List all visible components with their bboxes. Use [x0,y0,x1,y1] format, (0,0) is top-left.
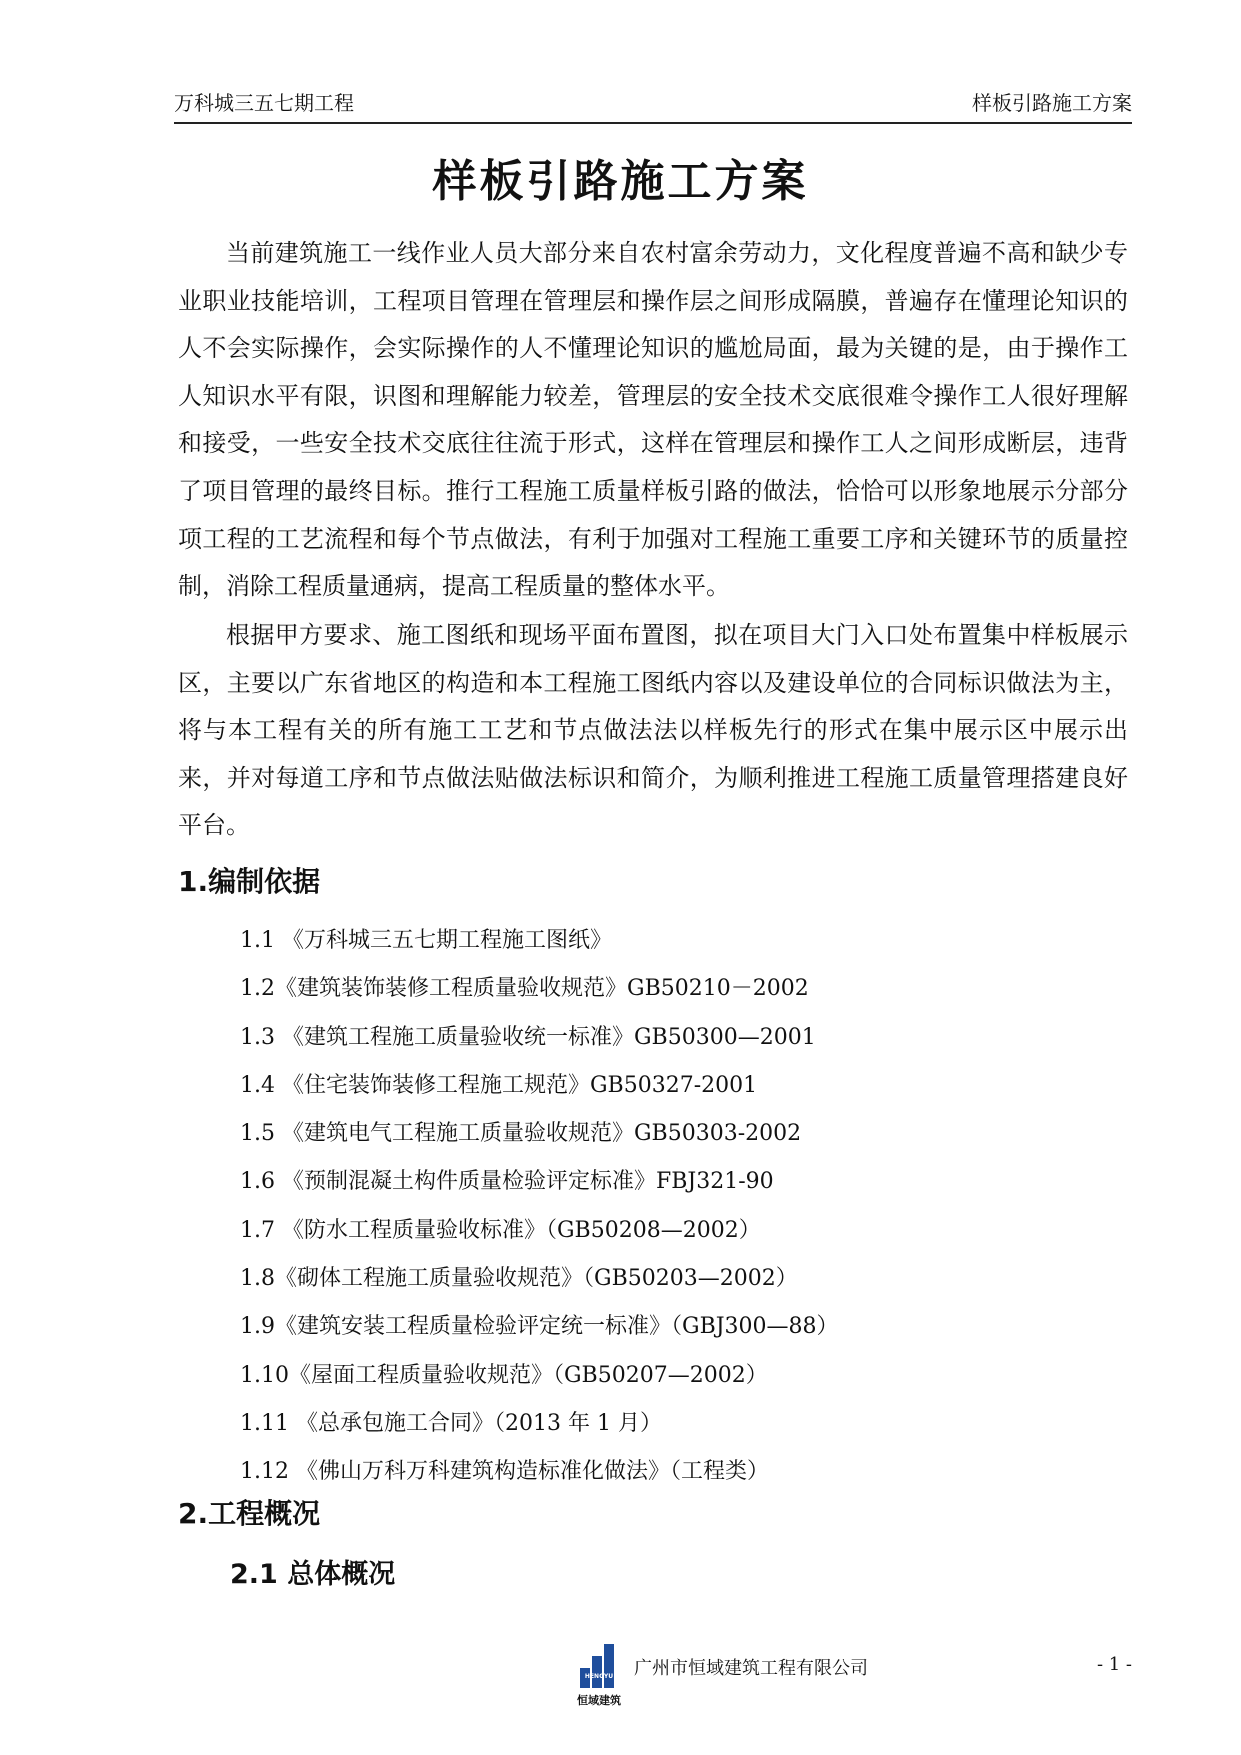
logo-bar [592,1656,602,1688]
reference-item: 1.7 《防水工程质量验收标准》（GB50208—2002） [240,1217,761,1243]
header-document-name: 样板引路施工方案 [972,91,1132,115]
reference-item: 1.5 《建筑电气工程施工质量验收规范》GB50303-2002 [240,1121,802,1147]
document-title: 样板引路施工方案 [432,156,809,207]
logo-bar [604,1644,614,1688]
section-2-heading: 2.工程概况 [178,1497,321,1530]
company-logo [574,1642,624,1710]
section-2-1-heading: 2.1 总体概况 [230,1559,396,1590]
reference-item: 1.8《砌体工程施工质量验收规范》（GB50203—2002） [240,1266,798,1292]
section-1-heading: 1.编制依据 [178,865,321,898]
reference-item: 1.10《屋面工程质量验收规范》（GB50207—2002） [240,1362,768,1388]
logo-mark-text: HENGYU [584,1673,614,1680]
page-footer [574,1640,1132,1720]
reference-item: 1.12 《佛山万科万科建筑构造标准化做法》（工程类） [240,1459,769,1485]
intro-paragraph-2: 根据甲方要求、施工图纸和现场平面布置图，拟在项目大门入口处布置集中样板展示区，主要以广东省地区的构造和本工程施工图纸内容以及建设单位的合同标识做法为主，将与本工程有关的所有施工工艺和节点做法法以样板先行的形式在集中展示区中展示出来，并对每道工序和节点做法贴做法标识和简介，为顺利推进工程施工质量管理搭建良好平台。 [178,621,1128,840]
reference-item: 1.3 《建筑工程施工质量验收统一标准》GB50300—2001 [240,1024,816,1050]
header-project-name: 万科城三五七期工程 [174,91,354,115]
reference-item: 1.9《建筑安装工程质量检验评定统一标准》（GBJ300—88） [240,1314,839,1340]
page-number: - 1 - [1096,1654,1132,1675]
page-header [174,86,1132,124]
reference-list [240,917,839,1497]
intro-paragraph-1: 当前建筑施工一线作业人员大部分来自农村富余劳动力，文化程度普遍不高和缺少专业职业技能培训，工程项目管理在管理层和操作层之间形成隔膜，普遍存在懂理论知识的人不会实际操作，会实际操作的人不懂理论知识的尴尬局面，最为关键的是，由于操作工人知识水平有限，识图和理解能力较差，管理层的安全技术交底很难令操作工人很好理解和接受，一些安全技术交底往往流于形式，这样在管理层和操作工人之间形成断层，违背了项目管理的最终目标。推行工程施工质量样板引路的做法，恰恰可以形象地展示分部分项工程的工艺流程和每个节点做法，有利于加强对工程施工重要工序和关键环节的质量控制，消除工程质量通病，提高工程质量的整体水平。 [178,239,1128,601]
reference-item: 1.1 《万科城三五七期工程施工图纸》 [240,928,612,953]
reference-item: 1.4 《住宅装饰装修工程施工规范》GB50327-2001 [240,1072,758,1098]
company-name: 广州市恒域建筑工程有限公司 [634,1658,868,1679]
logo-caption: 恒域建筑 [577,1694,621,1707]
reference-item: 1.2《建筑装饰装修工程质量验收规范》GB50210－2002 [240,976,809,1002]
reference-item: 1.6 《预制混凝土构件质量检验评定标准》FBJ321-90 [240,1169,774,1195]
reference-item: 1.11 《总承包施工合同》（2013 年 1 月） [240,1410,662,1436]
